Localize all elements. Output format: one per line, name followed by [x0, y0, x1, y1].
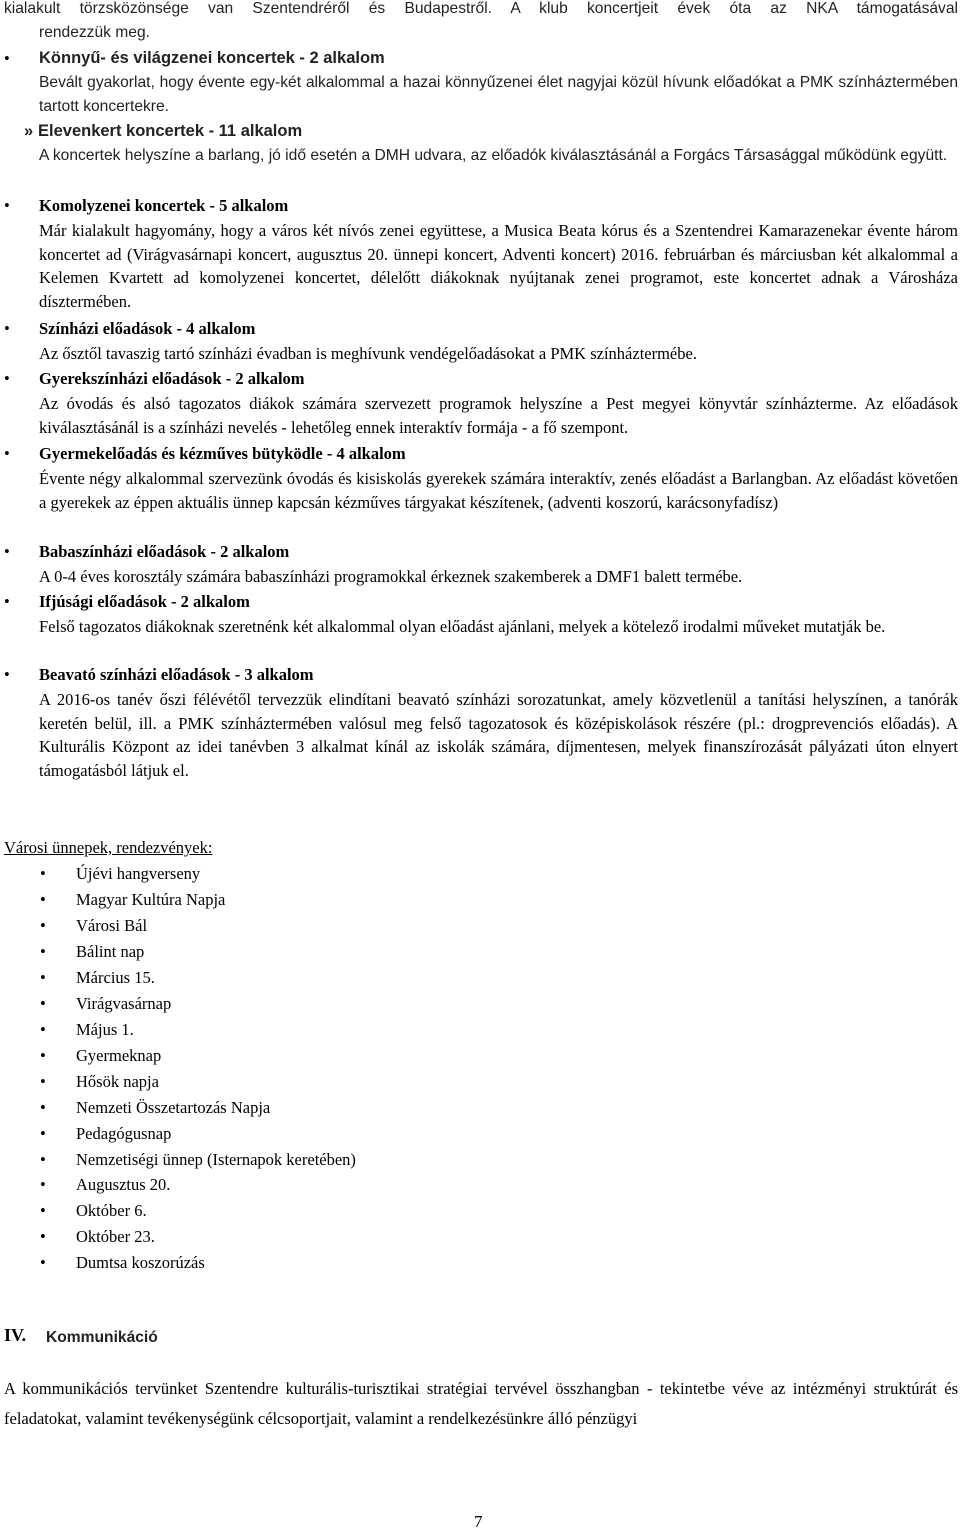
bullet-icon: •: [4, 542, 10, 561]
bullet-icon: •: [4, 665, 10, 684]
list-item: Dumtsa koszorúzás: [76, 1253, 205, 1272]
bullet-icon: •: [40, 916, 46, 935]
section-title: Gyermekelőadás és kézműves bütyködle - 4 alkalom: [39, 444, 406, 463]
section-title: Ifjúsági előadások - 2 alkalom: [39, 592, 250, 611]
bullet-icon: •: [40, 890, 46, 909]
bullet-icon: •: [40, 1150, 46, 1169]
chapter-title: Kommunikáció: [46, 1329, 158, 1346]
list-item: Virágvasárnap: [76, 994, 172, 1013]
bullet-icon: •: [4, 49, 10, 68]
bullet-icon: •: [40, 1227, 46, 1246]
section-title: Komolyzenei koncertek - 5 alkalom: [39, 196, 289, 215]
intro-line-1: kialakult törzsközönsége van Szentendréről és Budapestről. A klub koncertjeit évek óta az NKA támogatásával: [4, 0, 958, 17]
arrow-icon: »: [24, 122, 34, 140]
section-body: Felső tagozatos diákoknak szeretnénk két alkalommal olyan előadást ajánlani, melyek a kötelező irodalmi műveket mutatják be.: [39, 617, 886, 636]
section-body: A 2016-os tanév őszi félévétől tervezzük elindítani beavató színházi sorozatunkat, amely közvetlenül a tanítási helyszínen, a tanórák keretén belül, ill. a PMK színháztermében valósul meg felső tagozatosok és középiskolások részére (pl.: drogprevenciós előadás). A Kulturális Központ az idei tanévben 3 alkalmat kínál az iskolák számára, díjmentesen, melyek finanszírozását pályázati úton elnyert támogatásból látjuk el.: [39, 690, 958, 780]
bullet-icon: •: [40, 1124, 46, 1143]
bullet-icon: •: [40, 1201, 46, 1220]
bullet-icon: •: [40, 1072, 46, 1091]
list-item: Március 15.: [76, 968, 155, 987]
section-title: Babaszínházi előadások - 2 alkalom: [39, 542, 290, 561]
list-item: Városi Bál: [76, 916, 148, 935]
list-item: Augusztus 20.: [76, 1175, 171, 1194]
section-body: A 0-4 éves korosztály számára babaszínházi programokkal érkeznek szakemberek a DMF1 balett termébe.: [39, 567, 743, 586]
events-heading: Városi ünnepek, rendezvények:: [4, 838, 213, 857]
bullet-icon: •: [40, 864, 46, 883]
list-item: Nemzetiségi ünnep (Isternapok keretében): [76, 1150, 356, 1169]
bullet-icon: •: [40, 1098, 46, 1117]
section-body: Már kialakult hagyomány, hogy a város két nívós zenei együttese, a Musica Beata kórus és a Szentendrei Kamarazenekar évente három koncertet ad (Virágvasárnapi koncert, augusztus 20. ünnepi koncert, Adventi koncert) 2016. februárban és márciusban két alkalommal a Kelemen Kvartett ad komolyzenei koncertet, délelőtt diákoknak nyújtanak zenei programot, este koncertet adnak a Városháza dísztermében.: [39, 221, 958, 311]
bullet-icon: •: [4, 319, 10, 338]
page-number: 7: [474, 1512, 483, 1531]
bullet-icon: •: [4, 196, 10, 215]
list-item: Újévi hangverseny: [76, 864, 201, 883]
bullet-icon: •: [40, 994, 46, 1013]
bullet-icon: •: [40, 942, 46, 961]
list-item: Október 6.: [76, 1201, 147, 1220]
list-item: Október 23.: [76, 1227, 155, 1246]
section-title: Gyerekszínházi előadások - 2 alkalom: [39, 369, 305, 388]
list-item: Gyermeknap: [76, 1046, 162, 1065]
list-item: Bálint nap: [76, 942, 145, 961]
list-item: Május 1.: [76, 1020, 134, 1039]
bullet-icon: •: [40, 1175, 46, 1194]
bullet-icon: •: [40, 968, 46, 987]
section-title: Könnyű- és világzenei koncertek - 2 alkalom: [39, 49, 385, 67]
section-body: Bevált gyakorlat, hogy évente egy-két alkalommal a hazai könnyűzenei élet nagyjai közül hívunk előadókat a PMK színháztermében tartott koncertekre.: [39, 74, 958, 115]
section-body: Az ősztől tavaszig tartó színházi évadban is meghívunk vendégelőadásokat a PMK színháztermébe.: [39, 344, 697, 363]
chapter-body: A kommunikációs tervünket Szentendre kulturális-turisztikai stratégiai tervével összhangban - tekintetbe véve az intézményi struktúrát és feladatokat, valamint tevékenységünk célcsoportjait, valamint a rendelkezésünkre álló pénzügyi: [4, 1379, 958, 1428]
intro-line-2: rendezzük meg.: [39, 24, 150, 41]
section-body: Az óvodás és alsó tagozatos diákok számára szervezett programok helyszíne a Pest megyei könyvtár színházterme. Az előadások kiválasztásánál is a színházi nevelés - lehetőleg ennek interaktív formája - a fő szempont.: [39, 394, 958, 437]
bullet-icon: •: [4, 369, 10, 388]
bullet-icon: •: [4, 444, 10, 463]
section-body: A koncertek helyszíne a barlang, jó idő esetén a DMH udvara, az előadók kiválasztásánál a Forgács Társasággal működünk együtt.: [39, 147, 948, 164]
bullet-icon: •: [40, 1253, 46, 1272]
chapter-number: IV.: [4, 1325, 27, 1345]
section-body: Évente négy alkalommal szervezünk óvodás és kisiskolás gyerekek számára interaktív, zenés előadást a Barlangban. Az előadást követően a gyerekek az éppen aktuális ünnep kapcsán kézműves tárgyakat készítenek, (adventi koszorú, karácsonyfadísz): [39, 469, 958, 512]
list-item: Pedagógusnap: [76, 1124, 172, 1143]
section-title: Elevenkert koncertek - 11 alkalom: [38, 122, 303, 140]
list-item: Nemzeti Összetartozás Napja: [76, 1098, 271, 1117]
list-item: Hősök napja: [76, 1072, 159, 1091]
bullet-icon: •: [40, 1020, 46, 1039]
section-title: Beavató színházi előadások - 3 alkalom: [39, 665, 314, 684]
bullet-icon: •: [4, 592, 10, 611]
bullet-icon: •: [40, 1046, 46, 1065]
section-title: Színházi előadások - 4 alkalom: [39, 319, 256, 338]
list-item: Magyar Kultúra Napja: [76, 890, 226, 909]
